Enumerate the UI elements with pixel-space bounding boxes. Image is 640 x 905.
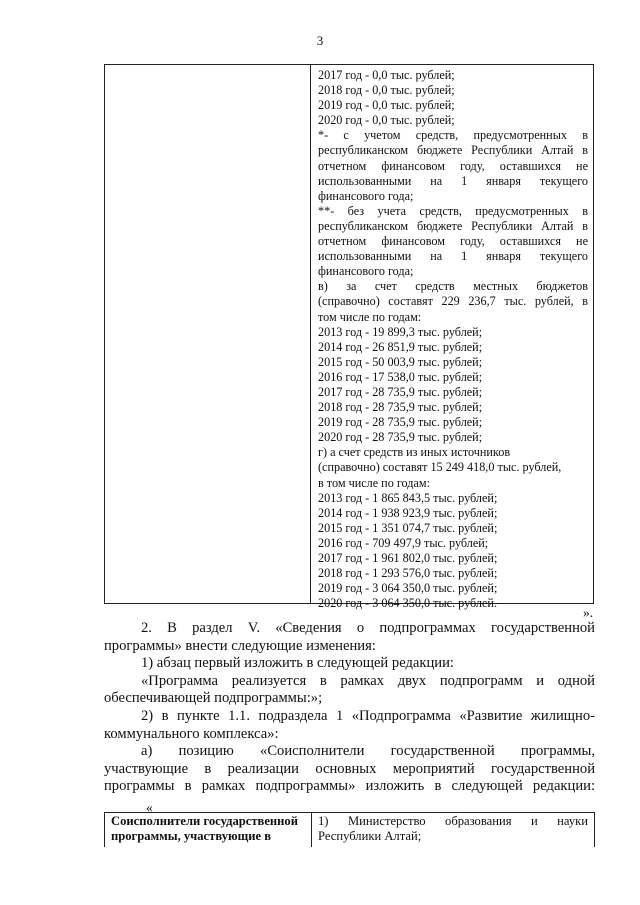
funding-line: 2014 год - 1 938 923,9 тыс. рублей; [318,505,498,520]
coexecutors-label-cell [111,814,307,845]
funding-line: *- с учетом средств, предусмотренных в [318,128,588,143]
funding-table [104,64,594,611]
funding-line: 2020 год - 28 735,9 тыс. рублей; [318,430,483,445]
coexecutors-value-line: 1) Министерство образования и науки [318,814,588,828]
paragraph-section-v-line: 2. В раздел V. «Сведения о подпрограммах государственной [141,620,595,636]
funding-line: 2018 год - 28 735,9 тыс. рублей; [318,400,483,415]
funding-line: 2019 год - 3 064 350,0 тыс. рублей; [318,581,498,596]
document-body [104,620,595,796]
paragraph-item-a-line: а) позицию «Соисполнители государственной программы, [141,743,595,760]
paragraph-item-1: 1) абзац первый изложить в следующей редакции: [141,655,454,672]
funding-line: отчетном финансовом году, оставшихся не [318,234,588,249]
funding-line: 2013 год - 1 865 843,5 тыс. рублей; [318,490,498,505]
funding-line: в) за счет средств местных бюджетов [318,279,588,294]
coexecutors-value-line: Республики Алтай; [318,829,422,844]
funding-line: **- без учета средств, предусмотренных в [318,203,588,218]
coexecutors-table [104,812,595,847]
coexecutors-label-line: программы, участвующие в [111,829,272,844]
funding-line: в том числе по годам: [318,475,430,490]
funding-line: использованными на 1 января текущего [318,173,588,188]
paragraph-item-a-line: программы в рамках подпрограммы» изложить в следующей редакции: [104,778,595,795]
funding-line: (справочно) составят 15 249 418,0 тыс. рублей, [318,460,562,475]
funding-line: 2017 год - 0,0 тыс. рублей; [318,68,455,82]
funding-line: 2020 год - 0,0 тыс. рублей; [318,113,455,128]
funding-line: 2020 год - 3 064 350,0 тыс. рублей. [318,596,497,611]
funding-line: республиканском бюджете Республики Алтай в [318,218,588,233]
page-number: 3 [316,33,324,48]
funding-line: 2019 год - 0,0 тыс. рублей; [318,98,455,113]
funding-line: использованными на 1 января текущего [318,249,588,264]
opening-quote: « [146,800,153,815]
funding-line: отчетном финансовом году, оставшихся не [318,158,588,173]
paragraph-item-2-line: 2) в пункте 1.1. подраздела 1 «Подпрограмма «Развитие жилищно- [141,707,595,724]
coexecutors-value-cell [318,814,588,845]
funding-line: 2013 год - 19 899,3 тыс. рублей; [318,324,483,339]
funding-line: 2016 год - 709 497,9 тыс. рублей; [318,535,489,550]
funding-line: республиканском бюджете Республики Алтай в [318,143,588,158]
paragraph-program-quote-line: обеспечивающей подпрограммы:»; [104,690,323,707]
table-column-divider [310,65,311,603]
funding-line: 2017 год - 1 961 802,0 тыс. рублей; [318,551,498,565]
paragraph-item-a-line: участвующие в реализации основных мероприятий государственной [104,760,595,777]
table-column-divider [311,813,312,847]
paragraph-item-2-line: коммунального комплекса»: [104,725,279,742]
paragraph-program-quote-line: «Программа реализуется в рамках двух подпрограмм и одной [141,672,595,689]
funding-line: (справочно) составят 229 236,7 тыс. рублей, в [318,294,588,309]
funding-line: финансового года; [318,264,414,279]
funding-line: 2014 год - 26 851,9 тыс. рублей; [318,339,483,354]
coexecutors-label-line: Соисполнители государственной [111,814,298,828]
paragraph-section-v-line: программы» внести следующие изменения: [104,637,376,654]
funding-line: г) а счет средств из иных источников [318,445,511,460]
funding-line: 2015 год - 50 003,9 тыс. рублей; [318,354,483,369]
funding-line: 2016 год - 17 538,0 тыс. рублей; [318,369,483,384]
funding-line: том числе по годам: [318,309,422,324]
funding-line: 2018 год - 0,0 тыс. рублей; [318,83,455,98]
funding-line: финансового года; [318,188,414,203]
funding-line: 2015 год - 1 351 074,7 тыс. рублей; [318,520,498,535]
funding-line: 2017 год - 28 735,9 тыс. рублей; [318,384,483,399]
closing-quote: ». [583,605,594,620]
funding-line: 2019 год - 28 735,9 тыс. рублей; [318,415,483,430]
funding-details-cell [318,68,588,611]
funding-line: 2018 год - 1 293 576,0 тыс. рублей; [318,566,498,581]
